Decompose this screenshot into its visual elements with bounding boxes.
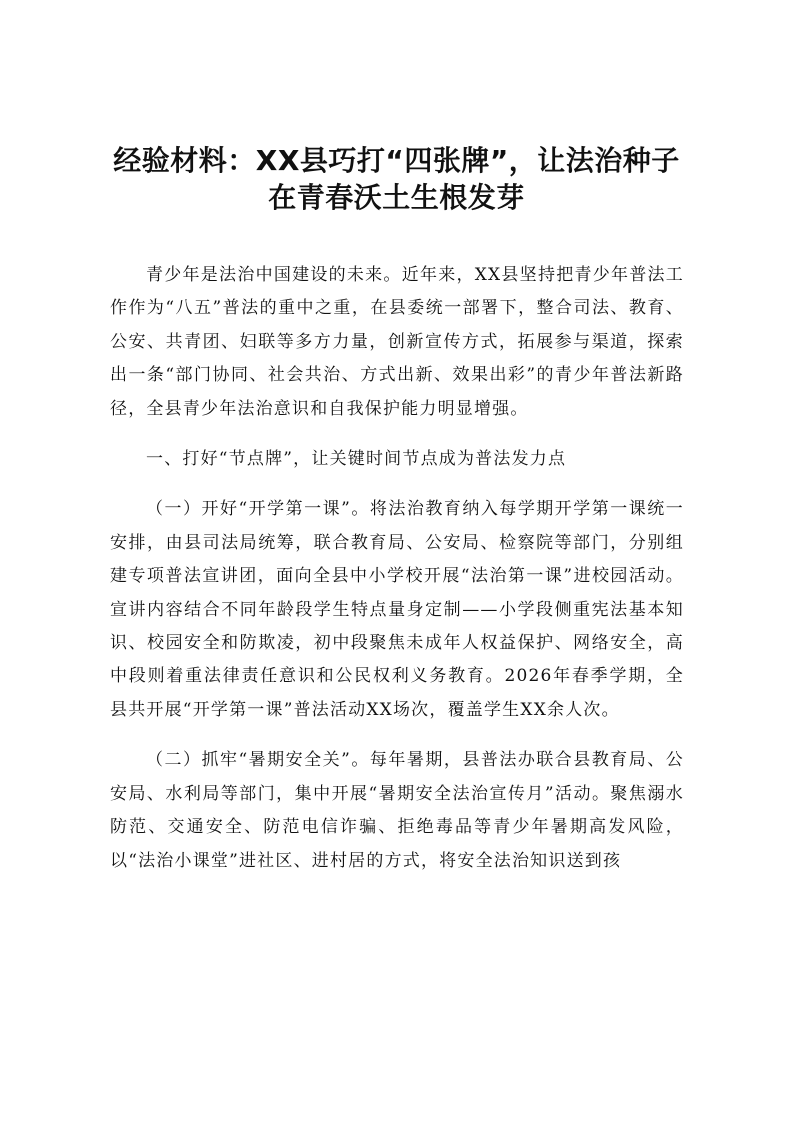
subsection-paragraph-2: （二）抓牢“暑期安全关”。每年暑期，县普法办联合县教育局、公安局、水利局等部门，集中开展“暑期安全法治宣传月”活动。聚焦溺水防范、交通安全、防范电信诈骗、拒绝毒品等青少年暑期高发风险，以“法治小课堂”进社区、进村居的方式，将安全法治知识送到孩 [110,750,684,871]
document-title: 经验材料：XX县巧打“四张牌”，让法治种子在青春沃土生根发芽 [113,144,680,214]
intro-paragraph: 青少年是法治中国建设的未来。近年来，XX县坚持把青少年普法工作作为“八五”普法的重中之重，在县委统一部署下，整合司法、教育、公安、共青团、妇联等多方力量，创新宣传方式，拓展参与渠道，探索出一条“部门协同、社会共治、方式出新、效果出彩”的青少年普法新路径，全县青少年法治意识和自我保护能力明显增强。 [110,265,684,419]
section-heading-1: 一、打好“节点牌”，让关键时间节点成为普法发力点 [146,449,567,470]
subsection-paragraph-1: （一）开好“开学第一课”。将法治教育纳入每学期开学第一课统一安排，由县司法局统筹，联合教育局、公安局、检察院等部门，分别组建专项普法宣讲团，面向全县中小学校开展“法治第一课”进校园活动。宣讲内容结合不同年龄段学生特点量身定制——小学段侧重宪法基本知识、校园安全和防欺凌，初中段聚焦未成年人权益保护、网络安全，高中段则着重法律责任意识和公民权利义务教育。2026年春季学期，全县共开展“开学第一课”普法活动XX场次，覆盖学生XX余人次。 [110,499,684,720]
document-body [110,259,684,878]
